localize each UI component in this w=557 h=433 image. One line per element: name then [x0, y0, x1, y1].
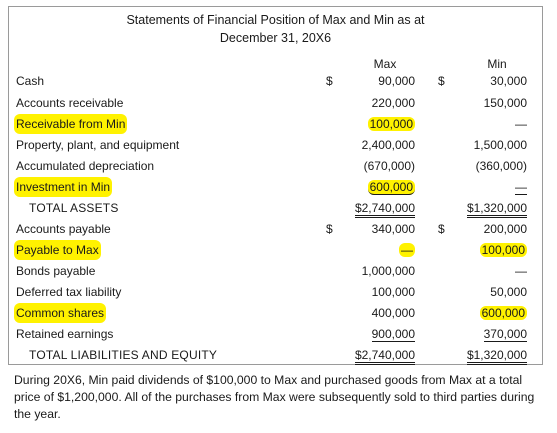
- title-line-2: December 31, 20X6: [219, 31, 332, 45]
- value-min: —: [515, 117, 527, 131]
- column-header-min: Min: [487, 57, 507, 71]
- value-max: (670,000): [363, 159, 415, 173]
- value-max: [329, 324, 415, 344]
- row-receivable-from-min: [9, 114, 542, 134]
- value-min: [441, 345, 527, 365]
- currency-symbol: $: [326, 222, 333, 236]
- currency-symbol: $: [438, 222, 445, 236]
- value-max: [329, 177, 415, 197]
- row-total-liabilities-equity: [9, 345, 542, 365]
- value-max: [329, 114, 415, 134]
- row-label: Property, plant, and equipment: [16, 138, 180, 152]
- value-min-text: 600,000: [481, 306, 525, 320]
- value-max: [329, 240, 415, 260]
- value-min: 50,000: [490, 285, 527, 299]
- row-label: TOTAL ASSETS: [29, 201, 119, 215]
- row-accumulated-depreciation: [9, 156, 542, 176]
- value-min-text: 370,000: [483, 327, 527, 341]
- row-label: Accumulated depreciation: [16, 159, 155, 173]
- value-max: 1,000,000: [361, 264, 415, 278]
- row-label: Bonds payable: [16, 264, 96, 278]
- value-max: 2,400,000: [361, 138, 415, 152]
- value-max-text: 100,000: [369, 117, 413, 131]
- row-label: Investment in Min: [14, 177, 112, 197]
- title-line-1: Statements of Financial Position of Max and Min as at: [126, 13, 425, 27]
- value-min: 200,000: [483, 222, 527, 236]
- currency-symbol: $: [326, 74, 333, 88]
- value-min: 1,500,000: [473, 138, 527, 152]
- value-min-text: —: [515, 180, 527, 194]
- value-min: —: [515, 264, 527, 278]
- table-title: [9, 11, 542, 47]
- value-min: 150,000: [483, 96, 527, 110]
- value-min: [441, 324, 527, 344]
- value-max: [329, 345, 415, 365]
- value-max: [329, 198, 415, 218]
- row-label: Retained earnings: [16, 327, 114, 341]
- value-max: 90,000: [378, 74, 415, 88]
- value-min: [441, 303, 527, 323]
- row-payable-to-max: [9, 240, 542, 260]
- row-label: TOTAL LIABILITIES AND EQUITY: [29, 348, 218, 362]
- value-min: [441, 198, 527, 218]
- note-paragraph: During 20X6, Min paid dividends of $100,000 to Max and purchased goods from Max at a total price of $1,200,000. All of the purchases from Max were subsequently sold to third parties during the year.: [14, 373, 535, 421]
- row-label: Common shares: [14, 303, 106, 323]
- row-label: Receivable from Min: [14, 114, 127, 134]
- column-header-max: Max: [373, 57, 397, 71]
- value-min: [441, 177, 527, 197]
- value-max-text: $2,740,000: [355, 201, 415, 218]
- row-total-assets: [9, 198, 542, 218]
- row-investment-in-min: [9, 177, 542, 197]
- value-min-text: $1,320,000: [467, 201, 527, 218]
- financial-statement-table: [8, 6, 543, 365]
- value-max-text: 900,000: [371, 327, 415, 341]
- row-label: Cash: [16, 74, 45, 88]
- row-label: Payable to Max: [14, 240, 101, 260]
- row-label: Accounts receivable: [16, 96, 124, 110]
- row-retained-earnings: [9, 324, 542, 344]
- value-min-text: $1,320,000: [467, 348, 527, 365]
- value-min: [441, 240, 527, 260]
- value-min-text: 100,000: [481, 243, 525, 257]
- value-max-text: 600,000: [369, 180, 413, 194]
- value-max: 400,000: [371, 306, 415, 320]
- currency-symbol: $: [438, 74, 445, 88]
- row-cash: [9, 71, 542, 91]
- row-property-plant-equipment: [9, 135, 542, 155]
- value-min: 30,000: [490, 74, 527, 88]
- row-label: Deferred tax liability: [16, 285, 122, 299]
- value-min: (360,000): [475, 159, 527, 173]
- row-bonds-payable: [9, 261, 542, 281]
- value-max-text: —: [401, 243, 413, 257]
- row-deferred-tax-liability: [9, 282, 542, 302]
- value-max: 220,000: [371, 96, 415, 110]
- value-max-text: $2,740,000: [355, 348, 415, 365]
- row-accounts-receivable: [9, 93, 542, 113]
- row-accounts-payable: [9, 219, 542, 239]
- value-max: 340,000: [371, 222, 415, 236]
- value-max: 100,000: [371, 285, 415, 299]
- row-common-shares: [9, 303, 542, 323]
- row-label: Accounts payable: [16, 222, 111, 236]
